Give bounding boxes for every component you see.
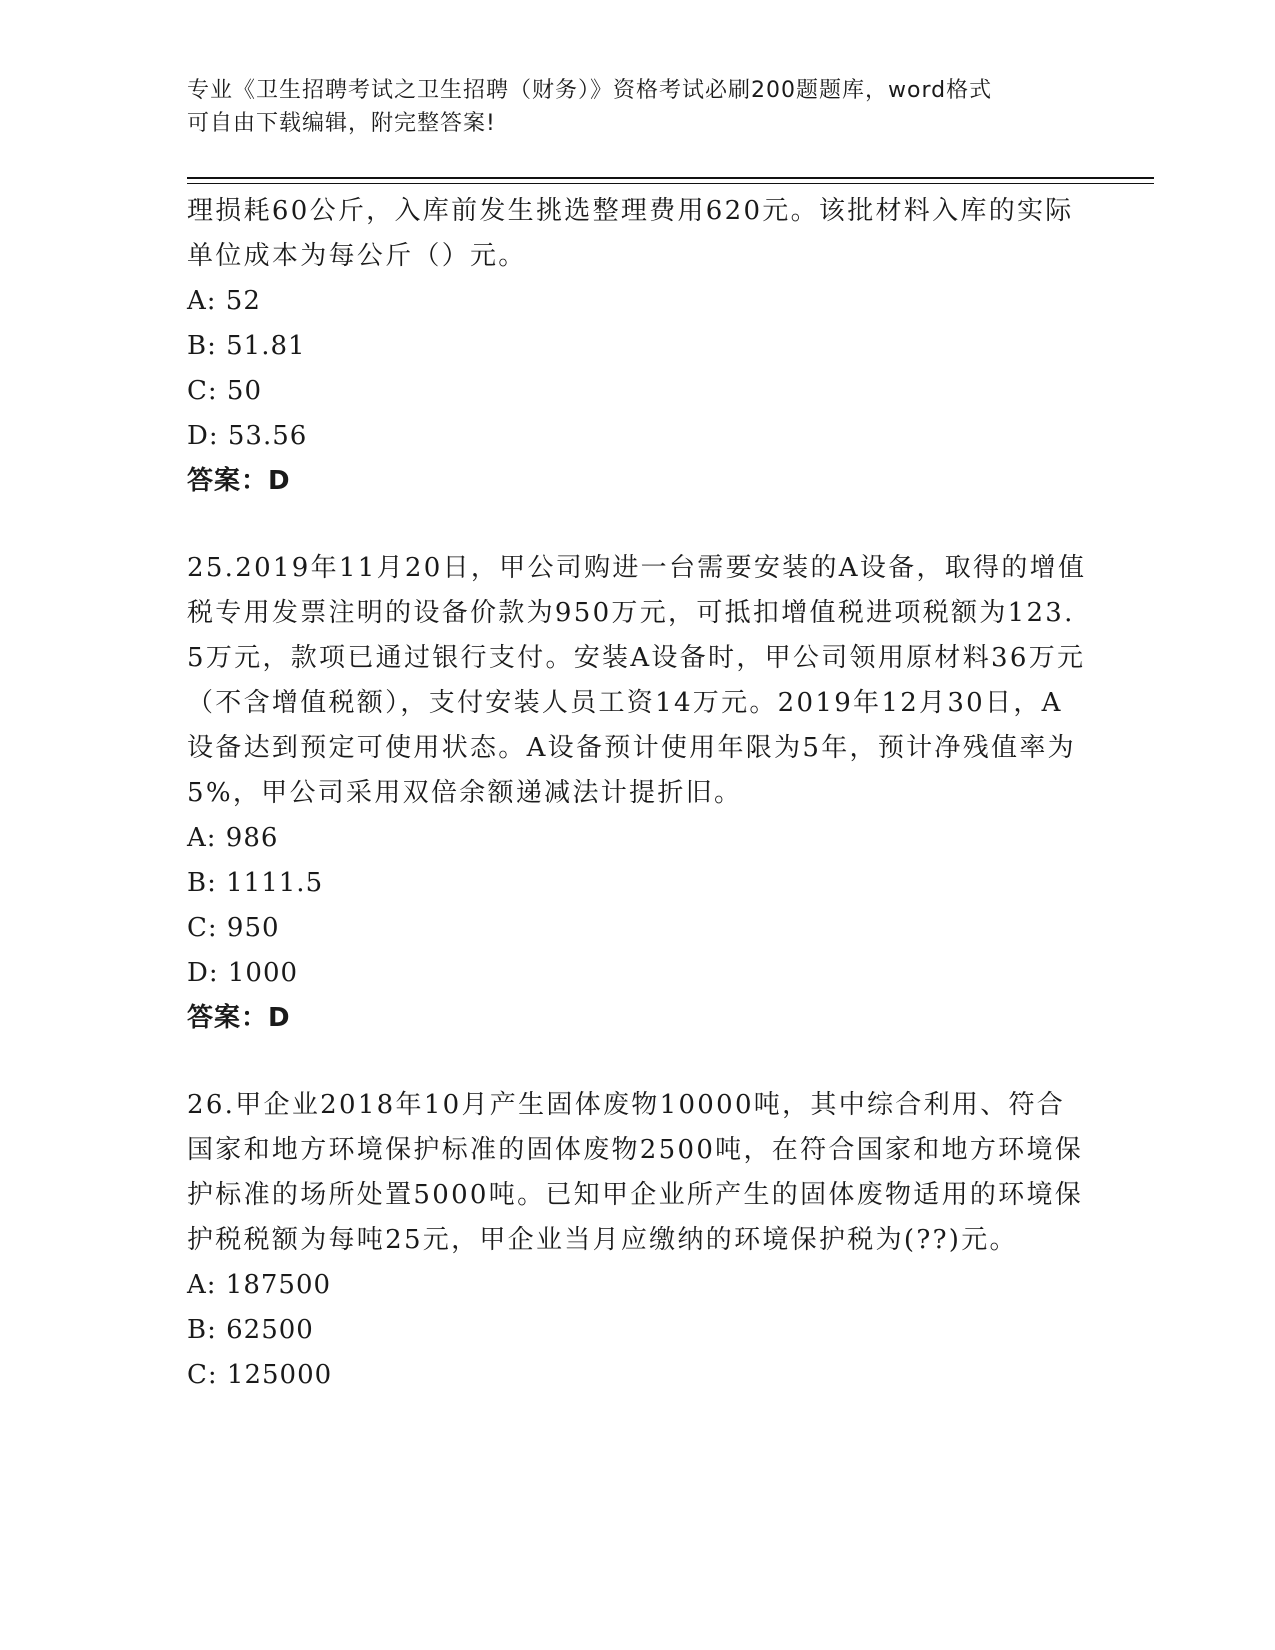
document-header [187, 74, 1067, 140]
option-c: C: 950 [187, 913, 280, 943]
option-a: A: 52 [187, 286, 261, 316]
header-line-1: 专业《卫生招聘考试之卫生招聘（财务）》资格考试必刷200题题库，word格式 [187, 78, 993, 103]
question-text: 25.2019年11月20日，甲公司购进一台需要安装的A设备，取得的增值税专用发票注明的设备价款为950万元，可抵扣增值税进项税额为123.5万元，款项已通过银行支付。安装A设备时，甲公司领用原材料36万元（不含增值税额），支付安装人员工资14万元。2019年12月30日，A设备达到预定可使用状态。A设备预计使用年限为5年，预计净残值率为5%，甲公司采用双倍余额递减法计提折旧。 [187, 553, 1087, 808]
answer-label: 答案：D [187, 466, 291, 496]
question-24-continued [187, 189, 1087, 504]
question-25 [187, 546, 1087, 1041]
question-text: 理损耗60公斤，入库前发生挑选整理费用620元。该批材料入库的实际单位成本为每公斤（）元。 [187, 196, 1074, 271]
option-b: B: 62500 [187, 1315, 314, 1345]
question-text: 26.甲企业2018年10月产生固体废物10000吨，其中综合利用、符合国家和地方环境保护标准的固体废物2500吨，在符合国家和地方环境保护标准的场所处置5000吨。已知甲企业所产生的固体废物适用的环境保护税税额为每吨25元，甲企业当月应缴纳的环境保护税为(??)元。 [187, 1090, 1084, 1255]
header-line-2: 可自由下载编辑，附完整答案! [187, 111, 496, 136]
option-a: A: 187500 [187, 1270, 332, 1300]
question-list [187, 189, 1087, 1398]
option-c: C: 50 [187, 376, 263, 406]
option-a: A: 986 [187, 823, 279, 853]
option-b: B: 1111.5 [187, 868, 324, 898]
option-d: D: 53.56 [187, 421, 308, 451]
option-d: D: 1000 [187, 958, 299, 988]
header-rule-thick [187, 177, 1154, 179]
question-26 [187, 1083, 1087, 1398]
answer-label: 答案：D [187, 1003, 291, 1033]
header-rule-thin [187, 183, 1154, 184]
option-c: C: 125000 [187, 1360, 333, 1390]
option-b: B: 51.81 [187, 331, 306, 361]
